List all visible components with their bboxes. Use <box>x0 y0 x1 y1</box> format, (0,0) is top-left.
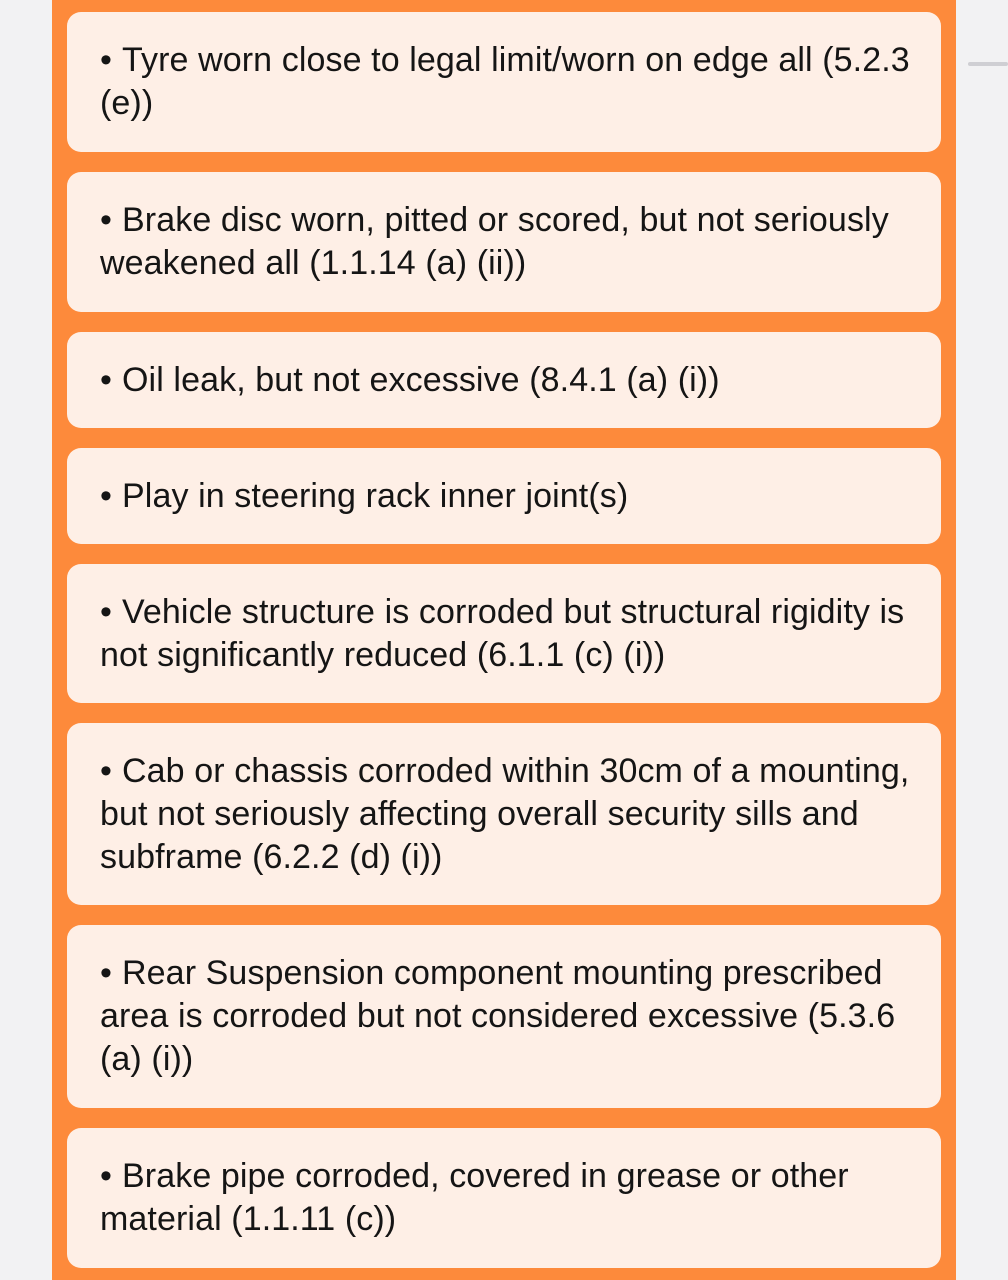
scroll-indicator <box>968 62 1008 66</box>
bullet-icon: • <box>100 201 113 239</box>
bullet-icon: • <box>100 1157 113 1195</box>
advisory-item-cab-chassis[interactable] <box>67 723 941 905</box>
advisory-text <box>100 952 917 1081</box>
advisory-text <box>100 750 917 879</box>
advisory-item-tyre-worn[interactable] <box>67 12 941 152</box>
advisory-list <box>67 0 941 1280</box>
advisory-item-brake-disc[interactable] <box>67 172 941 312</box>
advisory-item-vehicle-structure[interactable] <box>67 564 941 703</box>
advisory-label: Brake disc worn, pitted or scored, but not seriously weakened all (1.1.14 (a) (ii)) <box>100 201 889 282</box>
advisory-text <box>100 359 720 402</box>
bullet-icon: • <box>100 751 113 790</box>
bullet-icon: • <box>100 41 113 79</box>
bullet-icon: • <box>100 476 113 515</box>
advisory-label: Oil leak, but not excessive (8.4.1 (a) (i)) <box>122 360 720 399</box>
advisory-text <box>100 39 917 125</box>
bullet-icon: • <box>100 954 113 992</box>
bullet-icon: • <box>100 360 113 399</box>
bullet-icon: • <box>100 592 113 631</box>
advisory-label: Play in steering rack inner joint(s) <box>122 476 629 515</box>
advisory-item-brake-pipe[interactable] <box>67 1128 941 1268</box>
advisory-text <box>100 1155 917 1241</box>
advisory-label: Vehicle structure is corroded but structural rigidity is not significantly reduced (6.1.1 (c) (i)) <box>100 592 905 674</box>
advisory-text <box>100 591 917 677</box>
advisory-label: Rear Suspension component mounting prescribed area is corroded but not considered excessive (5.3.6 (a) (i)) <box>100 954 896 1078</box>
advisory-item-steering-rack[interactable] <box>67 448 941 544</box>
advisory-text <box>100 475 628 518</box>
advisory-label: Cab or chassis corroded within 30cm of a mounting, but not seriously affecting overall security sills and subframe (6.2.2 (d) (i)) <box>100 751 910 876</box>
advisory-label: Tyre worn close to legal limit/worn on edge all (5.2.3 (e)) <box>100 41 910 122</box>
advisory-label: Brake pipe corroded, covered in grease or other material (1.1.11 (c)) <box>100 1157 849 1238</box>
advisory-item-rear-suspension[interactable] <box>67 925 941 1108</box>
advisory-item-oil-leak[interactable] <box>67 332 941 428</box>
advisory-text <box>100 199 917 285</box>
